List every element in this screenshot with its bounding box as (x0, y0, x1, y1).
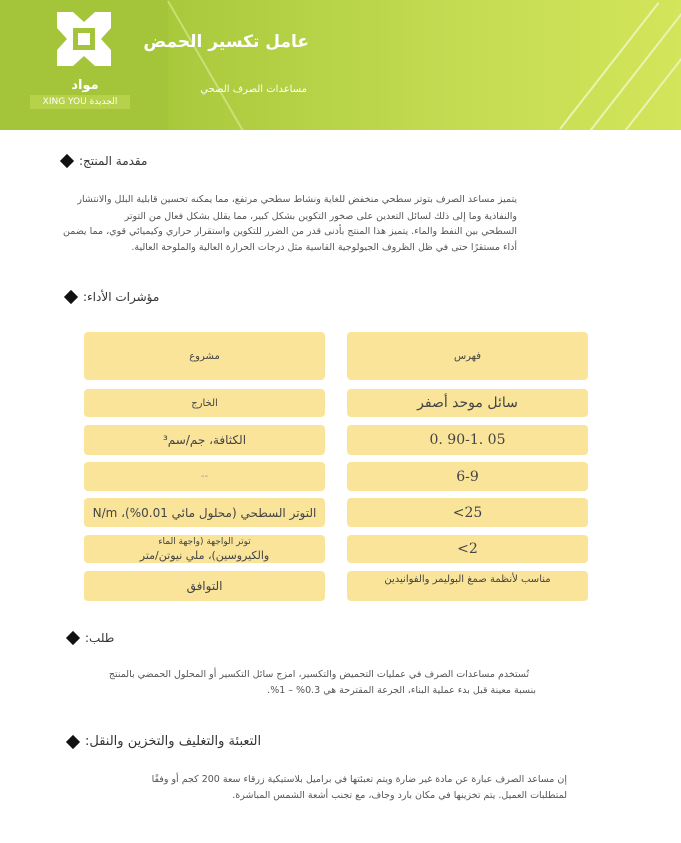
packaging-line: لمتطلبات العميل. يتم تخزينها في مكان بارد وجاف، مع تجنب أشعة الشمس المباشرة. (232, 790, 567, 801)
diamond-bullet-icon (64, 290, 78, 304)
table-cell-item (84, 535, 325, 563)
section-heading-label: طلب: (85, 631, 115, 645)
table-cell-item: مشروع (84, 332, 325, 380)
application-line: بنسبة معينة قبل بدء عملية البناء، الجرعة المقترحة هي 0.3% – 1%. (267, 685, 536, 696)
table-cell-value: سائل موحد أصفر (347, 389, 588, 417)
header-banner (0, 0, 681, 130)
diamond-bullet-icon (60, 154, 74, 168)
page-title: عامل تكسير الحمض (143, 32, 309, 52)
section-heading-packaging (66, 734, 261, 749)
intro-line: والنفاذية وما إلى ذلك لسائل التعدين على صخور التكوين بشكل كبير، مما يقلل بشكل فعال من التوتر (124, 211, 517, 222)
logo-block (0, 0, 168, 130)
table-cell-value: 0. 90-1. 05 (347, 425, 588, 455)
intro-line: أداء مستقرًا حتى في ظل الظروف الجيولوجية القاسية مثل درجات الحرارة العالية والملوحة العالية. (131, 242, 517, 253)
table-cell-value: <25 (347, 498, 588, 527)
table-cell-item-line: توتر الواجهة (واجهة الماء (158, 537, 251, 547)
brand-name: مواد (71, 78, 99, 93)
table-cell-value: <2 (347, 535, 588, 563)
section-heading-label: مؤشرات الأداء: (83, 290, 160, 304)
table-cell-item: الكثافة، جم/سم³ (84, 425, 325, 455)
table-cell-item-line: والكيروسين)، ملي نيوتن/متر (139, 549, 270, 562)
section-heading-label: التعبئة والتغليف والتخزين والنقل: (85, 734, 262, 749)
page-subtitle: مساعدات الصرف الصحي (200, 84, 307, 95)
section-heading-label: مقدمة المنتج: (79, 154, 148, 168)
table-cell-item: التوتر السطحي (محلول مائي 0.01%)، N/m (84, 498, 325, 527)
section-heading-application (66, 631, 114, 645)
table-cell-value: فهرس (347, 332, 588, 380)
table-cell-item: -- (84, 462, 325, 491)
application-line: تُستخدم مساعدات الصرف في عمليات التحميض والتكسير، امزج سائل التكسير أو المحلول الحمضي بالمنتج (108, 669, 529, 680)
packaging-line: إن مساعد الصرف عبارة عن مادة غير ضارة ويتم تعبئتها في براميل بلاستيكية زرقاء سعة 200 كجم أو وفقًا (151, 774, 567, 785)
table-cell-item: الخارج (84, 389, 325, 417)
table-cell-item: التوافق (84, 571, 325, 601)
diamond-bullet-icon (66, 631, 80, 645)
section-heading-intro (60, 154, 147, 168)
table-cell-value: 6-9 (347, 462, 588, 491)
table-cell-value: مناسب لأنظمة صمغ البوليمر والفوانيدين (347, 571, 588, 601)
intro-line: السطحي بين النفط والماء. يتميز هذا المنتج بأدنى قدر من الضرر للتكوين واستقرار حراري وكيميائي قوي، مما يضمن (62, 226, 517, 237)
intro-line: يتميز مساعد الصرف بتوتر سطحي منخفض للغاية ونشاط سطحي مرتفع، مما يمكنه تحسين قابلية البلل والانتشار (77, 194, 517, 205)
brand-logo-icon (51, 6, 117, 72)
diamond-bullet-icon (66, 734, 80, 748)
section-heading-performance (64, 290, 159, 304)
brand-tagline: XING YOU الجديدة (30, 95, 130, 109)
